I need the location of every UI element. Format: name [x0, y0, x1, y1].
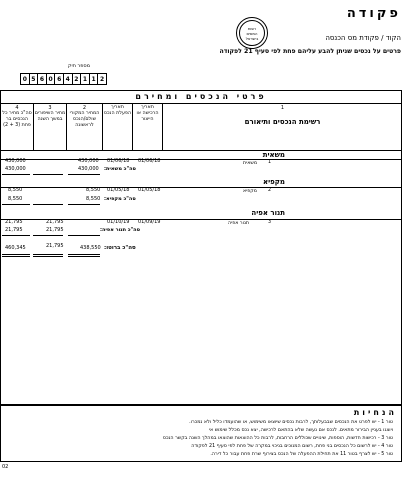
underline — [68, 204, 100, 205]
instruction-line: טור 3 - רכישות חדשות, הוספות, שינויים שכוללים הרחבות, לרבות כל ההוצאות שהוצאו במהלך השנה בקשר הנכס — [162, 436, 393, 441]
column-number: 2 — [82, 105, 87, 111]
column-header-original-price — [66, 104, 102, 150]
column-label: סה"כ מחיר כל הנכסים בר פחת (3 + 2) — [2, 111, 32, 128]
column-header-operation-date — [102, 104, 132, 150]
column-number: 1 — [280, 105, 285, 111]
operation-date: 01/05/18 — [107, 187, 130, 193]
form-lead-text: פרטים על נכסים שניתן להבע עליהם פחת לפי סעיף 21 לפקודה — [219, 48, 401, 55]
file-number-boxes — [20, 73, 107, 85]
column-number: 3 — [48, 105, 52, 111]
logo-line: רשות — [247, 25, 257, 31]
file-number-label: מספר תיק — [67, 63, 91, 69]
section-total-original: 8,550 — [86, 196, 101, 202]
section-total-label: סה"כ תנור אפיה: — [100, 227, 140, 233]
section-title: משאית — [262, 151, 285, 159]
section-total-original: 430,000 — [78, 166, 99, 172]
underline — [33, 174, 63, 175]
section-total-label: סה"כ מקפיא: — [104, 196, 136, 202]
asset-name: תנור אפיה — [228, 221, 250, 226]
double-underline — [33, 254, 63, 255]
section-title: תנור אפיה — [251, 209, 285, 217]
purchase-date: 01/05/18 — [138, 187, 161, 193]
column-label: המחיר המקורי שולם/הנכס לראשונה — [69, 111, 100, 128]
total-price: 8,550 — [8, 187, 23, 193]
improvement-price: 21,795 — [46, 219, 64, 225]
file-digit: 2 — [72, 74, 81, 84]
original-price: 430,000 — [78, 158, 99, 164]
page-subtitle: הקוד / פקודת מס הכנסה — [325, 34, 401, 42]
file-digit: 5 — [29, 74, 38, 84]
instruction-line: ויוצגו בעניין הבירור מתאים. לנכס אם נעשה שלא בהתאם לרכישה, יצא נכס מכלל שימוש אי — [208, 428, 393, 433]
page-title: פקודה — [346, 6, 401, 21]
double-underline — [33, 256, 63, 257]
operation-date: 01/06/18 — [107, 158, 130, 164]
column-header-improvements — [33, 104, 66, 150]
row-divider — [0, 159, 402, 160]
logo-line: המסים — [246, 30, 258, 36]
underline — [2, 235, 30, 236]
underline — [2, 174, 30, 175]
file-digit: 2 — [97, 74, 106, 84]
underline — [33, 204, 63, 205]
total-price: 21,795 — [5, 219, 23, 225]
column-label: רשימת הנכסים ותיאורם — [244, 118, 321, 126]
column-label: תאריך הפעלת הנכס — [103, 105, 132, 116]
double-underline — [2, 256, 30, 257]
section-total: 21,795 — [5, 227, 23, 233]
column-number: 4 — [15, 105, 19, 111]
file-digit: 0 — [46, 74, 55, 84]
double-underline — [68, 256, 100, 257]
file-digit: 6 — [54, 74, 63, 84]
file-digit: 4 — [63, 74, 72, 84]
purchase-date: 01/06/18 — [138, 158, 161, 164]
instruction-line: טור 5 - יש לצרף בטור 11 את תחילת ההפעלה של הנכס בצירוף שרת פחת עבור כל דירה. — [210, 452, 393, 457]
underline — [33, 235, 63, 236]
section-total-improvement: 21,795 — [46, 227, 64, 233]
file-digit: 1 — [80, 74, 89, 84]
double-underline — [68, 254, 100, 255]
operation-date: 01/10/19 — [107, 219, 130, 225]
form-code: 02 — [2, 464, 9, 470]
tax-authority-logo — [236, 17, 268, 49]
underline — [68, 174, 100, 175]
file-digit: 0 — [22, 75, 27, 83]
double-underline — [2, 254, 30, 255]
grand-total-improvement: 21,795 — [46, 243, 64, 249]
grand-total-label: סה"כ ברוטו: — [104, 245, 136, 251]
column-header-assets — [162, 104, 402, 150]
total-price: 430,000 — [5, 158, 26, 164]
instruction-line: טור 4 - יש לרשום כל הנכסים בני פחת, רשום המנוכים בניכוי במקרה של פחת לפי סעיף 21 לפקודה — [191, 444, 393, 449]
original-price: 8,550 — [86, 187, 101, 193]
row-index: 2 — [268, 188, 272, 193]
instruction-line: טור 1 - יש לפרט את הנכסים שבבעלותך, לרבות נכסים שיוצאו משימוש, או שהועמדו כליל ולא נמכרו. — [189, 420, 393, 425]
purchase-date: 01/09/19 — [138, 219, 161, 225]
column-header-total — [0, 104, 33, 150]
section-total-label: סה"כ משאית: — [104, 166, 136, 172]
header-divider — [0, 150, 402, 151]
underline — [68, 235, 100, 236]
row-divider — [0, 187, 402, 188]
file-digit: 6 — [37, 74, 46, 84]
underline — [2, 204, 30, 205]
file-digit: 1 — [89, 74, 98, 84]
grand-total: 460,345 — [5, 245, 26, 251]
column-label: תאריך הרכישה או הייצור — [136, 105, 159, 122]
table-banner: פרטי הנכסים ומחירם — [0, 90, 402, 104]
column-label: מחיר השיפורים במשך השנה — [34, 111, 66, 122]
logo-line: בישראל — [245, 35, 259, 41]
section-title: מקפיא — [263, 178, 285, 186]
column-header-purchase-date — [132, 104, 162, 150]
asset-name: מקפיא — [243, 189, 257, 194]
row-index: 3 — [268, 220, 272, 225]
row-index: 1 — [268, 160, 272, 165]
instructions-title: הנחיות — [353, 408, 397, 417]
asset-name: משאית — [243, 161, 258, 166]
section-total: 430,000 — [5, 166, 26, 172]
section-total: 8,550 — [8, 196, 23, 202]
grand-total-original: 438,550 — [80, 245, 101, 251]
